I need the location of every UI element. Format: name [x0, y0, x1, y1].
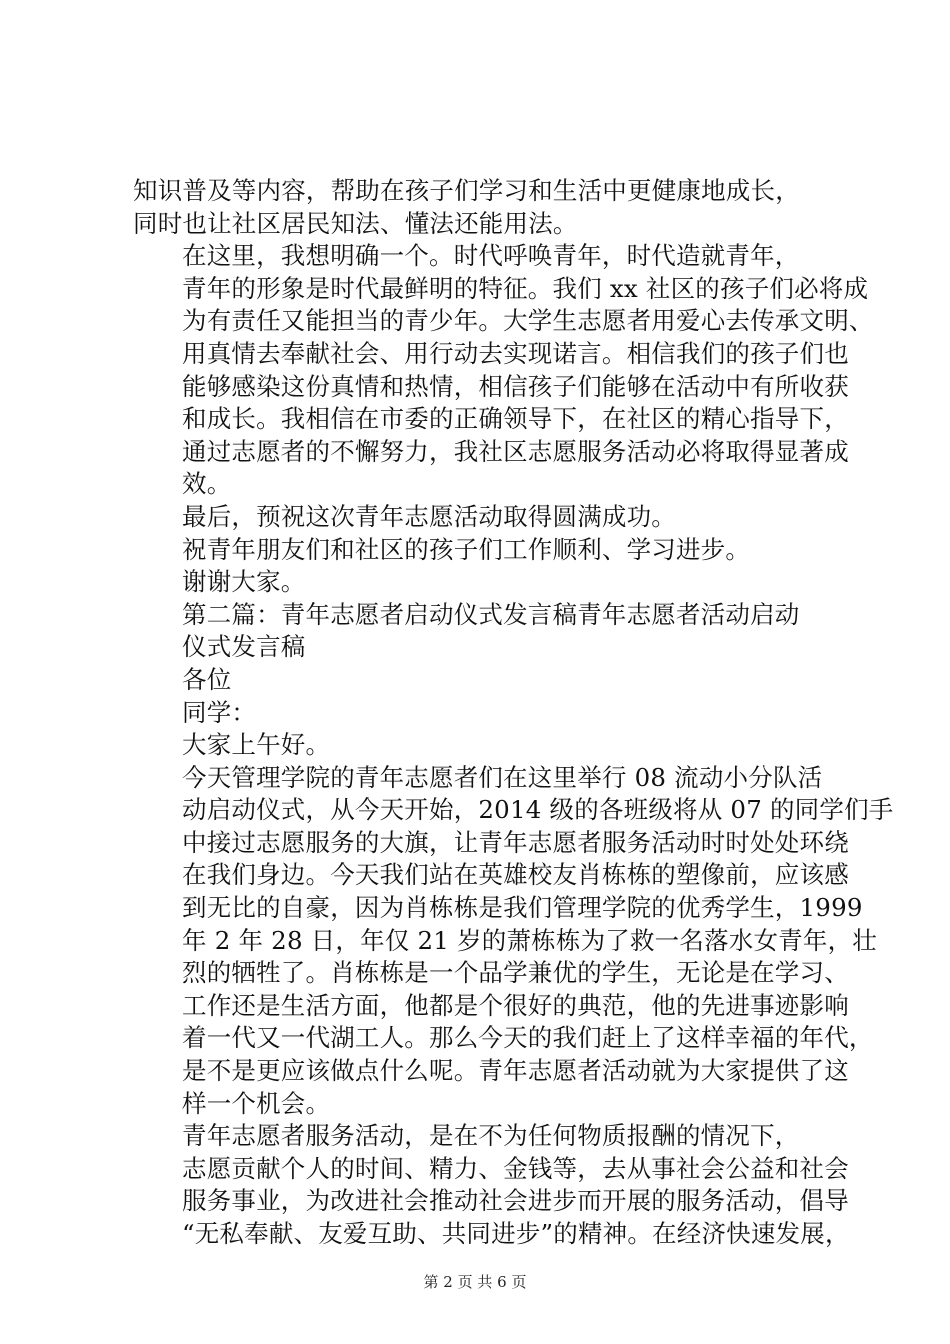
paragraph: [133, 599, 833, 664]
text-line: 烈的牺牲了。肖栋栋是一个品学兼优的学生，无论是在学习、: [182, 958, 849, 988]
text-line: 效。: [182, 469, 232, 499]
text-line: 青年的形象是时代最鲜明的特征。我们 xx 社区的孩子们必将成: [182, 273, 869, 303]
text-line: 志愿贡献个人的时间、精力、金钱等，去从事社会公益和社会: [182, 1153, 849, 1183]
text-line: 今天管理学院的青年志愿者们在这里举行 08 流动小分队活: [182, 762, 823, 792]
text-line: 通过志愿者的不懈努力，我社区志愿服务活动必将取得显著成: [182, 436, 849, 466]
paragraph: [133, 697, 833, 730]
paragraph: [133, 240, 874, 501]
page-number-footer: 第 2 页 共 6 页: [423, 1273, 527, 1291]
text-line: 谢谢大家。: [182, 567, 306, 597]
text-line: 工作还是生活方面，他都是个很好的典范，他的先进事迹影响: [182, 990, 849, 1020]
text-line: 在这里，我想明确一个。时代呼唤青年，时代造就青年，: [182, 241, 800, 271]
paragraph: [133, 534, 833, 567]
text-line: 和成长。我相信在市委的正确领导下，在社区的精心指导下，: [182, 404, 849, 434]
text-line: 祝青年朋友们和社区的孩子们工作顺利、学习进步。: [182, 534, 751, 564]
text-line: 样一个机会。: [182, 1088, 331, 1118]
text-line: 仪式发言稿: [182, 632, 306, 662]
paragraph: [133, 729, 833, 762]
text-line: 第二篇：青年志愿者启动仪式发言稿青年志愿者活动启动: [182, 599, 800, 629]
text-line: 动启动仪式，从今天开始，2014 级的各班级将从 07 的同学们手: [182, 795, 894, 825]
text-line: 中接过志愿服务的大旗，让青年志愿者服务活动时时处处环绕: [182, 827, 849, 857]
text-line: 为有责任又能担当的青少年。大学生志愿者用爱心去传承文明、: [182, 306, 874, 336]
paragraph: [133, 501, 833, 534]
paragraph: [133, 175, 833, 240]
text-line: 青年志愿者服务活动，是在不为任何物质报酬的情况下，: [182, 1121, 800, 1151]
text-line: 是不是更应该做点什么呢。青年志愿者活动就为大家提供了这: [182, 1056, 849, 1086]
paragraph: [133, 1120, 850, 1250]
paragraph: [133, 664, 833, 697]
text-line: 大家上午好。: [182, 730, 331, 760]
document-body: [133, 175, 894, 1251]
text-line: 同学：: [182, 697, 257, 727]
text-line: 着一代又一代湖工人。那么今天的我们赶上了这样幸福的年代，: [182, 1023, 874, 1053]
text-line: 年 2 年 28 日，年仅 21 岁的萧栋栋为了救一名落水女青年，壮: [182, 925, 877, 955]
text-line: 各位: [182, 664, 232, 694]
paragraph: [133, 762, 894, 1121]
text-line: 用真情去奉献社会、用行动去实现诺言。相信我们的孩子们也: [182, 338, 849, 368]
text-line: 最后，预祝这次青年志愿活动取得圆满成功。: [182, 501, 676, 531]
paragraph: [133, 566, 833, 599]
text-line: 知识普及等内容，帮助在孩子们学习和生活中更健康地成长，: [133, 176, 800, 205]
text-line: 在我们身边。今天我们站在英雄校友肖栋栋的塑像前，应该感: [182, 860, 849, 890]
text-line: “无私奉献、友爱互助、共同进步”的精神。在经济快速发展，: [182, 1219, 850, 1248]
text-line: 同时也让社区居民知法、懂法还能用法。: [133, 208, 578, 238]
text-line: 能够感染这份真情和热情，相信孩子们能够在活动中有所收获: [182, 371, 849, 401]
text-line: 服务事业，为改进社会推动社会进步而开展的服务活动，倡导: [182, 1186, 849, 1216]
text-line: 到无比的自豪，因为肖栋栋是我们管理学院的优秀学生，1999: [182, 893, 863, 923]
